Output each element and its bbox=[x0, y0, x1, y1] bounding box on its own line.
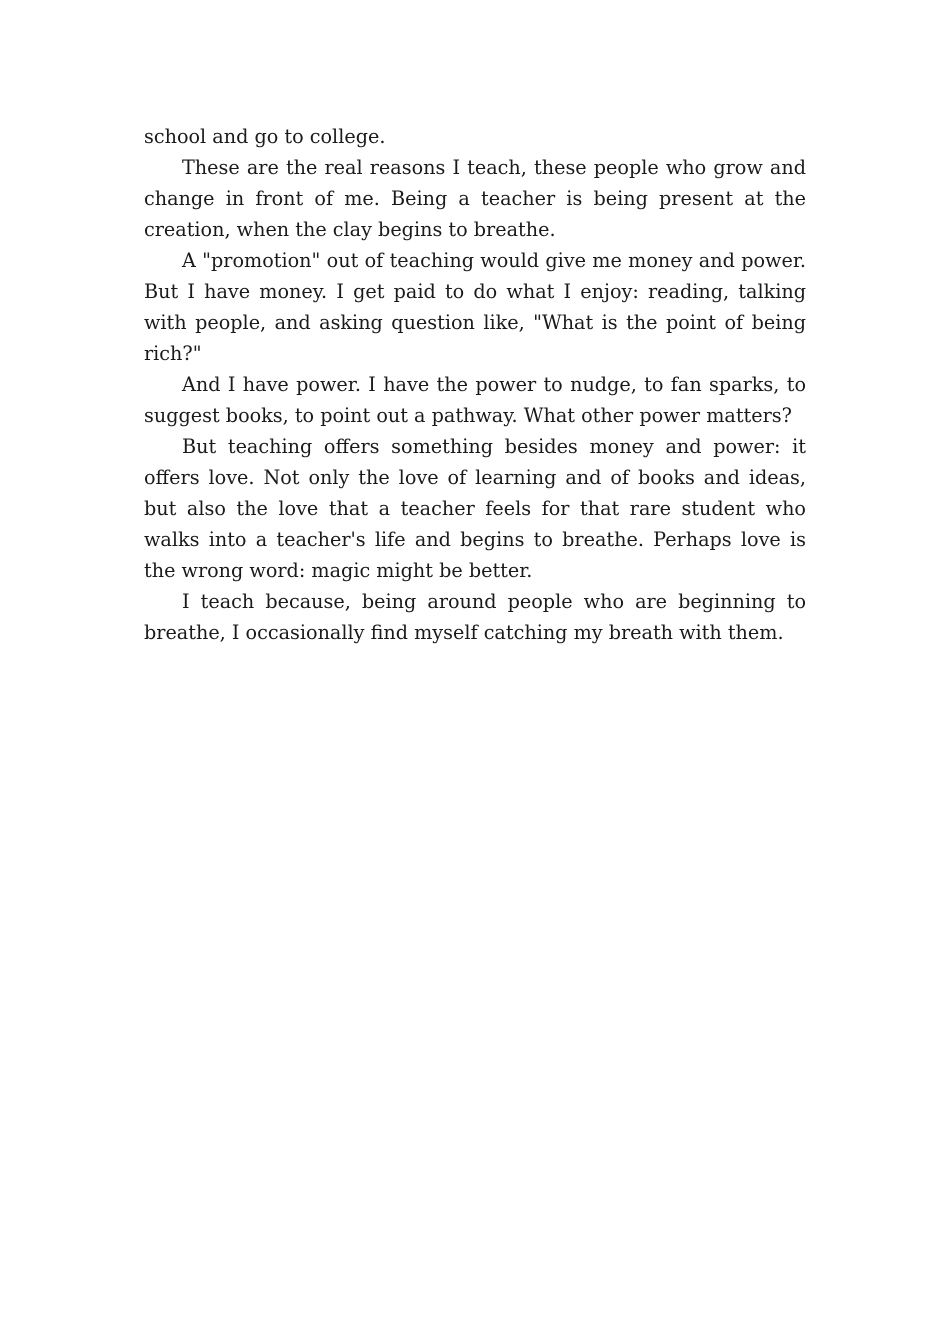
paragraph-love: But teaching offers something besides money and power: it offers love. Not only the love of learning and of books and ideas, but also the love that a teacher feels for that rare student who walks into a teacher's life and begins to breathe. Perhaps love is the wrong word: magic might be better. bbox=[144, 435, 806, 582]
paragraph-breathe: I teach because, being around people who are beginning to breathe, I occasionally find myself catching my breath with them. bbox=[144, 590, 806, 644]
paragraph-power: And I have power. I have the power to nudge, to fan sparks, to suggest books, to point out a pathway. What other power matters? bbox=[144, 373, 806, 427]
document-body bbox=[144, 121, 806, 648]
paragraph-real-reasons: These are the real reasons I teach, these people who grow and change in front of me. Being a teacher is being present at the creation, when the clay begins to breathe. bbox=[144, 156, 806, 241]
paragraph-continuation: school and go to college. bbox=[144, 125, 386, 148]
paragraph-promotion: A "promotion" out of teaching would give me money and power. But I have money. I get paid to do what I enjoy: reading, talking with people, and asking question like, "What is the point of being rich?" bbox=[144, 249, 806, 365]
